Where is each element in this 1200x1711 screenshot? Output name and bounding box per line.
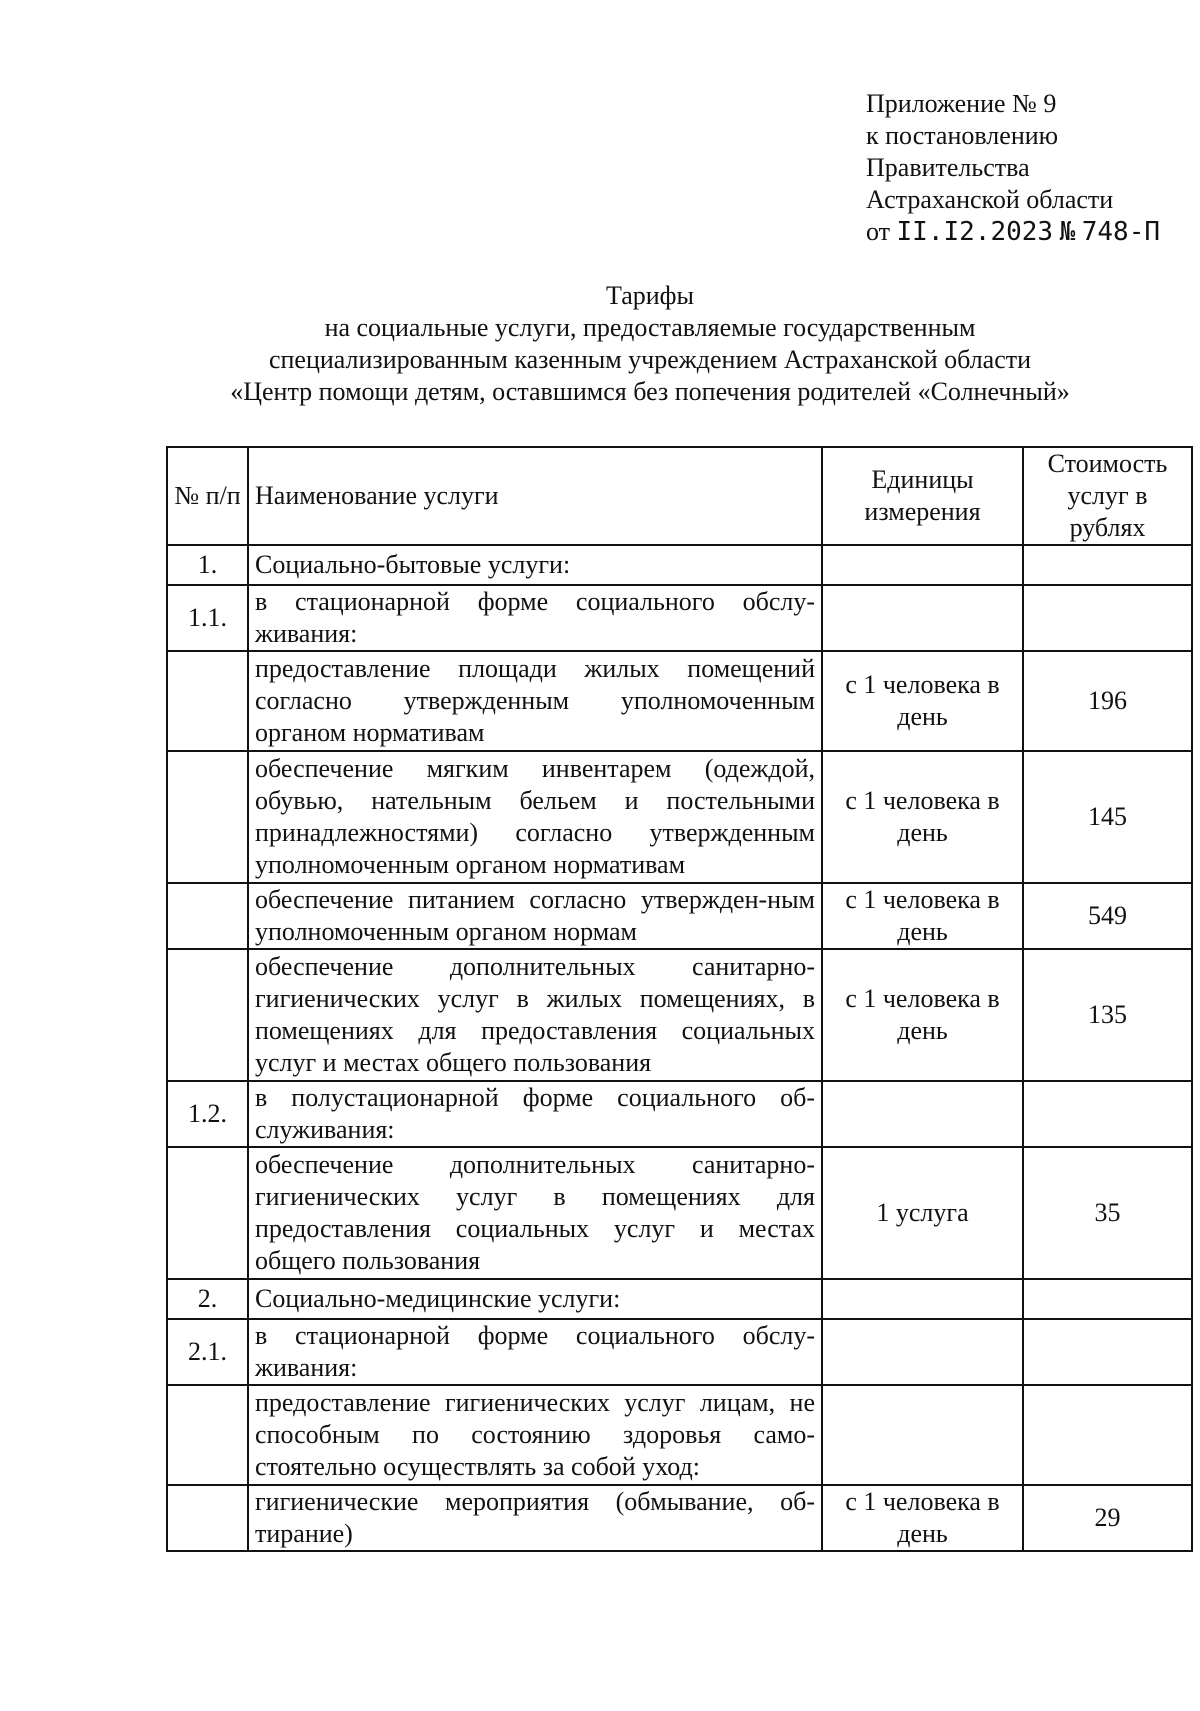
- row-price: 549: [1023, 883, 1192, 949]
- row-unit: с 1 человека в день: [822, 1485, 1023, 1551]
- row-price: 196: [1023, 651, 1192, 751]
- table-row: [167, 1081, 1192, 1147]
- table-row: [167, 1147, 1192, 1279]
- row-price: [1023, 585, 1192, 651]
- row-name: обеспечение дополнительных санитарно-гигиенических услуг в помещениях для предоставления социальных услуг и местах общего пользования: [248, 1147, 822, 1279]
- header-unit: Единицы измерения: [822, 447, 1023, 545]
- table-row: [167, 751, 1192, 883]
- row-num: 1.1.: [167, 585, 248, 651]
- table-row: [167, 545, 1192, 585]
- row-unit: [822, 545, 1023, 585]
- row-price: [1023, 1081, 1192, 1147]
- row-price: [1023, 1319, 1192, 1385]
- annex-line-government: Правительства: [866, 153, 1030, 182]
- row-name: обеспечение мягким инвентарем (одеждой, обувью, нательным бельем и постельными принадлежностями) согласно утвержденным уполномоченным органом нормативам: [248, 751, 822, 883]
- table-header-row: [167, 447, 1192, 545]
- row-name: гигиенические мероприятия (обмывание, об-тирание): [248, 1485, 822, 1551]
- row-name: в полустационарной форме социального об-служивания:: [248, 1081, 822, 1147]
- row-price: 145: [1023, 751, 1192, 883]
- row-num: [167, 949, 248, 1081]
- row-unit: [822, 585, 1023, 651]
- row-price: 29: [1023, 1485, 1192, 1551]
- annex-date: II.I2.2023: [896, 217, 1054, 247]
- row-name: предоставление площади жилых помещений согласно утвержденным уполномоченным органом нормативам: [248, 651, 822, 751]
- table-row: [167, 1385, 1192, 1485]
- annex-number: 748-П: [1081, 217, 1161, 247]
- row-unit: с 1 человека в день: [822, 751, 1023, 883]
- row-num: [167, 751, 248, 883]
- row-num: 1.: [167, 545, 248, 585]
- row-name: в стационарной форме социального обслу-живания:: [248, 585, 822, 651]
- row-name: обеспечение питанием согласно утвержден-ным уполномоченным органом нормам: [248, 883, 822, 949]
- title-line-2: специализированным казенным учреждением Астраханской области: [268, 345, 1032, 374]
- table-row: [167, 1279, 1192, 1319]
- row-price: 135: [1023, 949, 1192, 1081]
- row-unit: с 1 человека в день: [822, 949, 1023, 1081]
- row-name: обеспечение дополнительных санитарно-гигиенических услуг в жилых помещениях, в помещениях для предоставления социальных услуг и местах общего пользования: [248, 949, 822, 1081]
- row-num: [167, 651, 248, 751]
- tariffs-table: [166, 446, 1193, 1552]
- header-name: Наименование услуги: [248, 447, 822, 545]
- row-unit: [822, 1385, 1023, 1485]
- row-unit: 1 услуга: [822, 1147, 1023, 1279]
- annex-block: [866, 88, 1160, 248]
- row-num: 2.1.: [167, 1319, 248, 1385]
- annex-title: Приложение № 9: [866, 89, 1057, 118]
- row-unit: с 1 человека в день: [822, 883, 1023, 949]
- annex-line-resolution: к постановлению: [866, 121, 1059, 150]
- row-num: 1.2.: [167, 1081, 248, 1147]
- row-unit: [822, 1279, 1023, 1319]
- row-price: [1023, 545, 1192, 585]
- row-name: Социально-медицинские услуги:: [248, 1279, 822, 1319]
- row-price: [1023, 1385, 1192, 1485]
- annex-date-prefix: от: [866, 217, 891, 246]
- row-unit: с 1 человека в день: [822, 651, 1023, 751]
- row-num: 2.: [167, 1279, 248, 1319]
- table-row: [167, 1485, 1192, 1551]
- table-row: [167, 651, 1192, 751]
- title-line-3: «Центр помощи детям, оставшимся без попечения родителей «Солнечный»: [230, 377, 1070, 406]
- title-line-1: на социальные услуги, предоставляемые государственным: [324, 313, 976, 342]
- row-unit: [822, 1319, 1023, 1385]
- table-row: [167, 883, 1192, 949]
- row-unit: [822, 1081, 1023, 1147]
- row-name: Социально-бытовые услуги:: [248, 545, 822, 585]
- title-heading: Тарифы: [605, 281, 694, 310]
- document-title: [150, 280, 1150, 408]
- annex-number-sign: №: [1059, 217, 1076, 247]
- row-num: [167, 1147, 248, 1279]
- header-price: Стоимость услуг в рублях: [1023, 447, 1192, 545]
- row-num: [167, 883, 248, 949]
- row-num: [167, 1485, 248, 1551]
- row-name: предоставление гигиенических услуг лицам, не способным по состоянию здоровья само-стоятельно осуществлять за собой уход:: [248, 1385, 822, 1485]
- annex-line-region: Астраханской области: [866, 185, 1114, 214]
- table-row: [167, 949, 1192, 1081]
- row-name: в стационарной форме социального обслу-живания:: [248, 1319, 822, 1385]
- annex-date-line: [866, 216, 1160, 248]
- row-price: [1023, 1279, 1192, 1319]
- table-row: [167, 1319, 1192, 1385]
- row-price: 35: [1023, 1147, 1192, 1279]
- table-row: [167, 585, 1192, 651]
- row-num: [167, 1385, 248, 1485]
- header-num: № п/п: [167, 447, 248, 545]
